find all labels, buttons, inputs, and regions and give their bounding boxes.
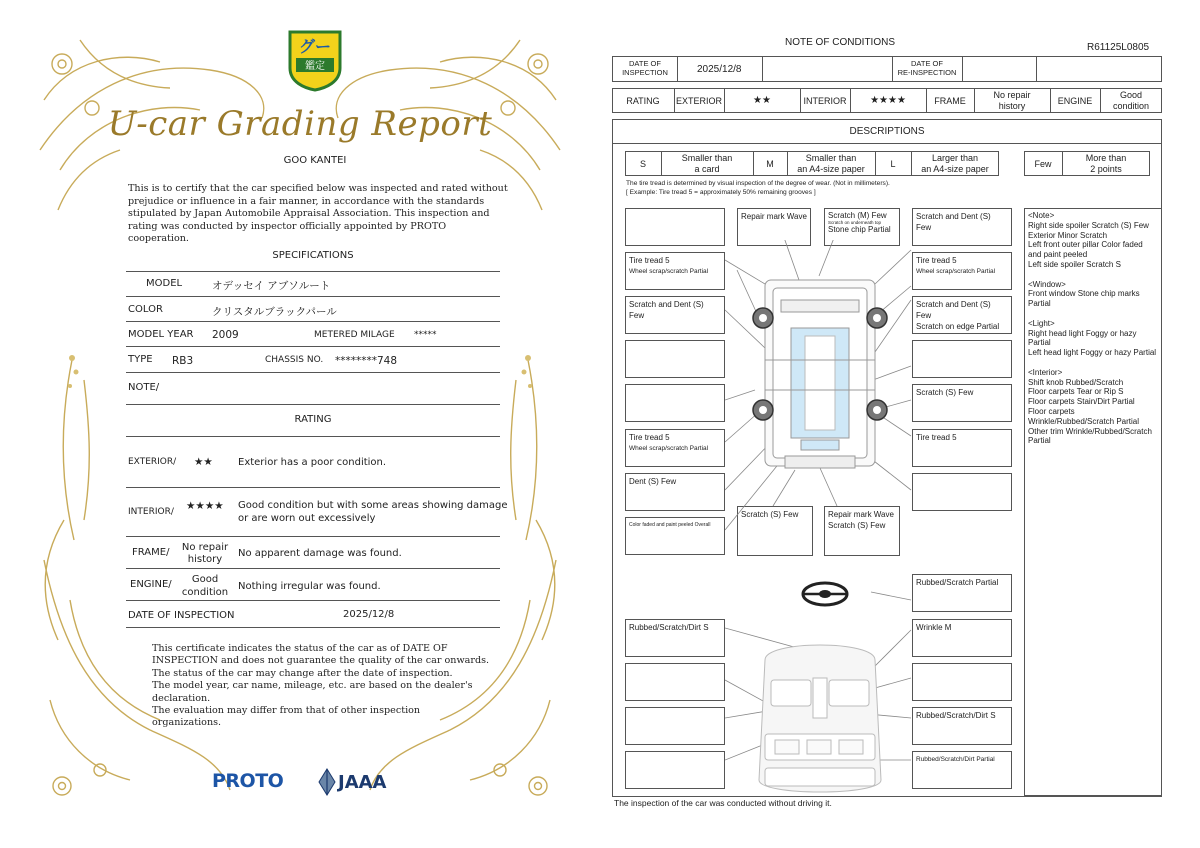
- date-value: 2025/12/8: [697, 64, 742, 75]
- divider: [126, 487, 500, 488]
- condition-text: Wheel scrap/scratch Partial: [916, 268, 996, 275]
- legend-m-desc-line2: an A4-size paper: [797, 164, 865, 174]
- engine-label: ENGINE/: [130, 579, 172, 590]
- engine-value-line2: condition: [1112, 101, 1150, 111]
- engine-value-line1: Good: [1119, 90, 1143, 100]
- svg-text:鑑定: 鑑定: [305, 61, 325, 72]
- type-value: RB3: [172, 355, 194, 367]
- model-value: オデッセイ アブソルート: [212, 280, 331, 292]
- legend-few-desc: [1062, 153, 1150, 175]
- engine-value: [1100, 90, 1162, 112]
- legend-few-desc-line1: More than: [1085, 153, 1127, 163]
- jaaa-logo: JAAA: [338, 772, 387, 793]
- divider: [126, 321, 500, 322]
- note-label: NOTE/: [128, 382, 160, 393]
- model-year-label: MODEL YEAR: [128, 329, 194, 340]
- condition-box-int-right-5: Rubbed/Scratch/Dirt Partial: [912, 751, 1012, 789]
- frame-value-line1: No repair: [181, 542, 229, 553]
- legend-l-desc: [911, 153, 999, 175]
- condition-box-right-2: [912, 252, 1012, 290]
- condition-box-right-1: Scratch and Dent (S) Few: [912, 208, 1012, 246]
- report-subtitle: GOO KANTEI: [283, 155, 347, 166]
- divider: [126, 568, 500, 569]
- legend-s-desc-line2: a card: [694, 164, 720, 174]
- legend-l-desc-line2: an A4-size paper: [921, 164, 989, 174]
- tire-note-line2: [ Example: Tire tread 5 = approximately 50% remaining grooves ]: [626, 189, 816, 196]
- exterior-description: Exterior has a poor condition.: [238, 457, 387, 468]
- engine-value-line2: condition: [181, 587, 229, 598]
- exterior-label: EXTERIOR/: [128, 457, 177, 467]
- condition-text: Wheel scrap/scratch Partial: [629, 445, 709, 452]
- reference-number: R61125L0805: [1087, 42, 1150, 53]
- sheet-footer: The inspection of the car was conducted without driving it.: [614, 798, 832, 808]
- condition-box-left-5: [625, 384, 725, 422]
- report-title: U-car Grading Report: [107, 104, 493, 144]
- reinspection-label: [892, 59, 962, 77]
- condition-text: Scratch and Dent (S) Few: [916, 300, 991, 320]
- legend-few: Few: [1034, 159, 1052, 169]
- condition-box-int-right-2: Wrinkle M: [912, 619, 1012, 657]
- note-of-conditions-sheet: [600, 0, 1200, 848]
- legend-l: L: [890, 159, 896, 169]
- proto-logo: PROTO: [212, 770, 284, 792]
- inspection-date-row: [612, 56, 1162, 82]
- condition-box-int-right-3: [912, 663, 1012, 701]
- condition-text: Scratch on underneath top: [828, 220, 882, 225]
- condition-text: Scratch (S) Few: [828, 521, 886, 530]
- date-of-inspection-label: DATE OF INSPECTION: [128, 610, 235, 621]
- tire-note-line1: The tire tread is determined by visual inspection of the degree of wear. (Not in millimeters).: [626, 180, 890, 187]
- date-label-line2: INSPECTION: [622, 68, 668, 77]
- frame-value: [974, 90, 1050, 112]
- jaaa-emblem-icon: [318, 768, 336, 796]
- condition-box-left-3: Scratch and Dent (S) Few: [625, 296, 725, 334]
- footer-text: This certificate indicates the status of the car as of DATE OF INSPECTION and does not guarantee the quality of the car onwards. The status of the car may change after the date of inspection. The model year, car name, mileage, etc. are based on the dealer's declaration. The evaluation may differ from that of other inspection organizations.: [152, 643, 490, 729]
- condition-box-right-7: [912, 473, 1012, 511]
- interior-description-line2: or are worn out excessively: [238, 513, 376, 524]
- condition-box-left-7: Dent (S) Few: [625, 473, 725, 511]
- model-label: MODEL: [146, 278, 183, 289]
- goo-kantei-badge-icon: [286, 28, 344, 92]
- color-value: クリスタルブラックパール: [212, 306, 337, 318]
- legend-few-desc-line2: 2 points: [1090, 164, 1122, 174]
- condition-text: Wheel scrap/scratch Partial: [629, 268, 709, 275]
- date-label: [612, 59, 678, 77]
- frame-description: No apparent damage was found.: [238, 548, 402, 559]
- condition-box-left-6: [625, 429, 725, 467]
- descriptions-heading: DESCRIPTIONS: [849, 126, 925, 137]
- divider: [126, 372, 500, 373]
- condition-text: Scratch (M) Few: [828, 211, 887, 220]
- exterior-label: EXTERIOR: [675, 96, 722, 106]
- divider: [126, 296, 500, 297]
- engine-label: ENGINE: [1057, 96, 1093, 106]
- condition-box-int-right-1: Rubbed/Scratch Partial: [912, 574, 1012, 612]
- interior-stars: ★★★★: [186, 500, 224, 512]
- engine-value-line1: Good: [191, 574, 219, 585]
- legend-l-desc-line1: Larger than: [931, 153, 979, 163]
- rating-label: RATING: [626, 96, 660, 106]
- car-diagram: [725, 240, 915, 800]
- rating-heading: RATING: [294, 414, 332, 425]
- exterior-stars: ★★: [753, 95, 771, 106]
- color-label: COLOR: [128, 304, 163, 315]
- condition-box-int-right-4: Rubbed/Scratch/Dirt S: [912, 707, 1012, 745]
- condition-box-int-left-4: [625, 751, 725, 789]
- divider: [126, 271, 500, 272]
- legend-m-desc: [787, 153, 875, 175]
- chassis-value: ********748: [335, 355, 398, 367]
- logos: [212, 768, 412, 800]
- frame-label: FRAME/: [132, 547, 170, 558]
- condition-box-right-6: Tire tread 5: [912, 429, 1012, 467]
- divider: [126, 436, 500, 437]
- condition-box-right-3: [912, 296, 1012, 334]
- condition-box-right-5: Scratch (S) Few: [912, 384, 1012, 422]
- condition-text: Stone chip Partial: [828, 225, 891, 234]
- steering-wheel-icon: [803, 583, 847, 605]
- type-label: TYPE: [128, 354, 153, 365]
- date-label-line1: DATE OF: [629, 59, 661, 68]
- condition-box-bot-mid-1: Scratch (S) Few: [737, 506, 813, 556]
- mileage-label: METERED MILAGE: [314, 330, 395, 340]
- mileage-value: *****: [414, 330, 437, 340]
- condition-box-int-left-3: [625, 707, 725, 745]
- legend-s-desc: [661, 153, 753, 175]
- condition-box-int-left-2: [625, 663, 725, 701]
- reinspection-label-line2: RE-INSPECTION: [897, 68, 957, 77]
- divider: [126, 404, 500, 405]
- condition-text: Tire tread 5: [629, 256, 670, 265]
- divider: [126, 627, 500, 628]
- interior-label: INTERIOR: [803, 96, 847, 106]
- sheet-title: NOTE OF CONDITIONS: [785, 37, 895, 48]
- model-year-value: 2009: [212, 329, 239, 341]
- condition-text: Tire tread 5: [629, 433, 670, 442]
- chassis-label: CHASSIS NO.: [265, 355, 324, 365]
- frame-value-line2: history: [998, 101, 1026, 111]
- frame-label: FRAME: [934, 96, 966, 106]
- exterior-stars: ★★: [194, 456, 213, 468]
- condition-box-left-2: [625, 252, 725, 290]
- legend-s-desc-line1: Smaller than: [681, 153, 733, 163]
- legend-m-desc-line1: Smaller than: [805, 153, 857, 163]
- divider: [126, 346, 500, 347]
- condition-box-left-4: [625, 340, 725, 378]
- divider: [962, 56, 963, 82]
- condition-box-left-1: [625, 208, 725, 246]
- frame-value-line2: history: [187, 554, 223, 565]
- condition-box-int-left-1: Rubbed/Scratch/Dirt S: [625, 619, 725, 657]
- condition-text: Tire tread 5: [916, 256, 957, 265]
- condition-text: Repair mark Wave: [828, 510, 894, 519]
- interior-stars: ★★★★: [870, 95, 906, 106]
- divider: [126, 600, 500, 601]
- notes-box: [1024, 208, 1162, 796]
- condition-box-left-8: Color faded and paint peeled Overall: [625, 517, 725, 555]
- divider: [762, 56, 763, 82]
- divider: [1036, 56, 1037, 82]
- svg-text:グー: グー: [298, 37, 332, 56]
- engine-description: Nothing irregular was found.: [238, 581, 381, 592]
- specifications-heading: SPECIFICATIONS: [272, 250, 354, 261]
- date-of-inspection-value: 2025/12/8: [343, 609, 395, 620]
- interior-label: INTERIOR/: [128, 507, 174, 517]
- divider: [126, 536, 500, 537]
- certification-statement: This is to certify that the car specified below was inspected and rated without prejudice or influence in a fair manner, in accordance with the standards stipulated by Japan Automobile Appraisal Association. This inspection and rating was conducted by inspector officially appointed by PROTO cooperation.: [128, 183, 508, 245]
- legend-m: M: [766, 159, 774, 169]
- condition-text: Scratch on edge Partial: [916, 322, 1000, 331]
- reinspection-label-line1: DATE OF: [911, 59, 943, 68]
- certificate-footer: [152, 643, 492, 730]
- interior-description-line1: Good condition but with some areas showing damage: [238, 500, 508, 511]
- condition-box-top-mid-1: Repair mark Wave: [737, 208, 811, 246]
- frame-value-line1: No repair: [993, 90, 1031, 100]
- condition-box-right-4: [912, 340, 1012, 378]
- legend-s: S: [639, 159, 646, 169]
- notes-text: <Note> Right side spoiler Scratch (S) Few Exterior Minor Scratch Left front outer pillar Color faded and paint peeled Left side spoiler Scratch S <Window> Front window Stone chip marks Partial <Light> Right head light Foggy or hazy Partial Left head light Foggy or hazy Partial <Interior> Shift knob Rubbed/Scratch Floor carpets Tear or Rip S Floor carpets Stain/Dirt Partial Floor carpets Wrinkle/Rubbed/Scratch Partial Other trim Wrinkle/Rubbed/Scratch Partial: [1028, 211, 1157, 446]
